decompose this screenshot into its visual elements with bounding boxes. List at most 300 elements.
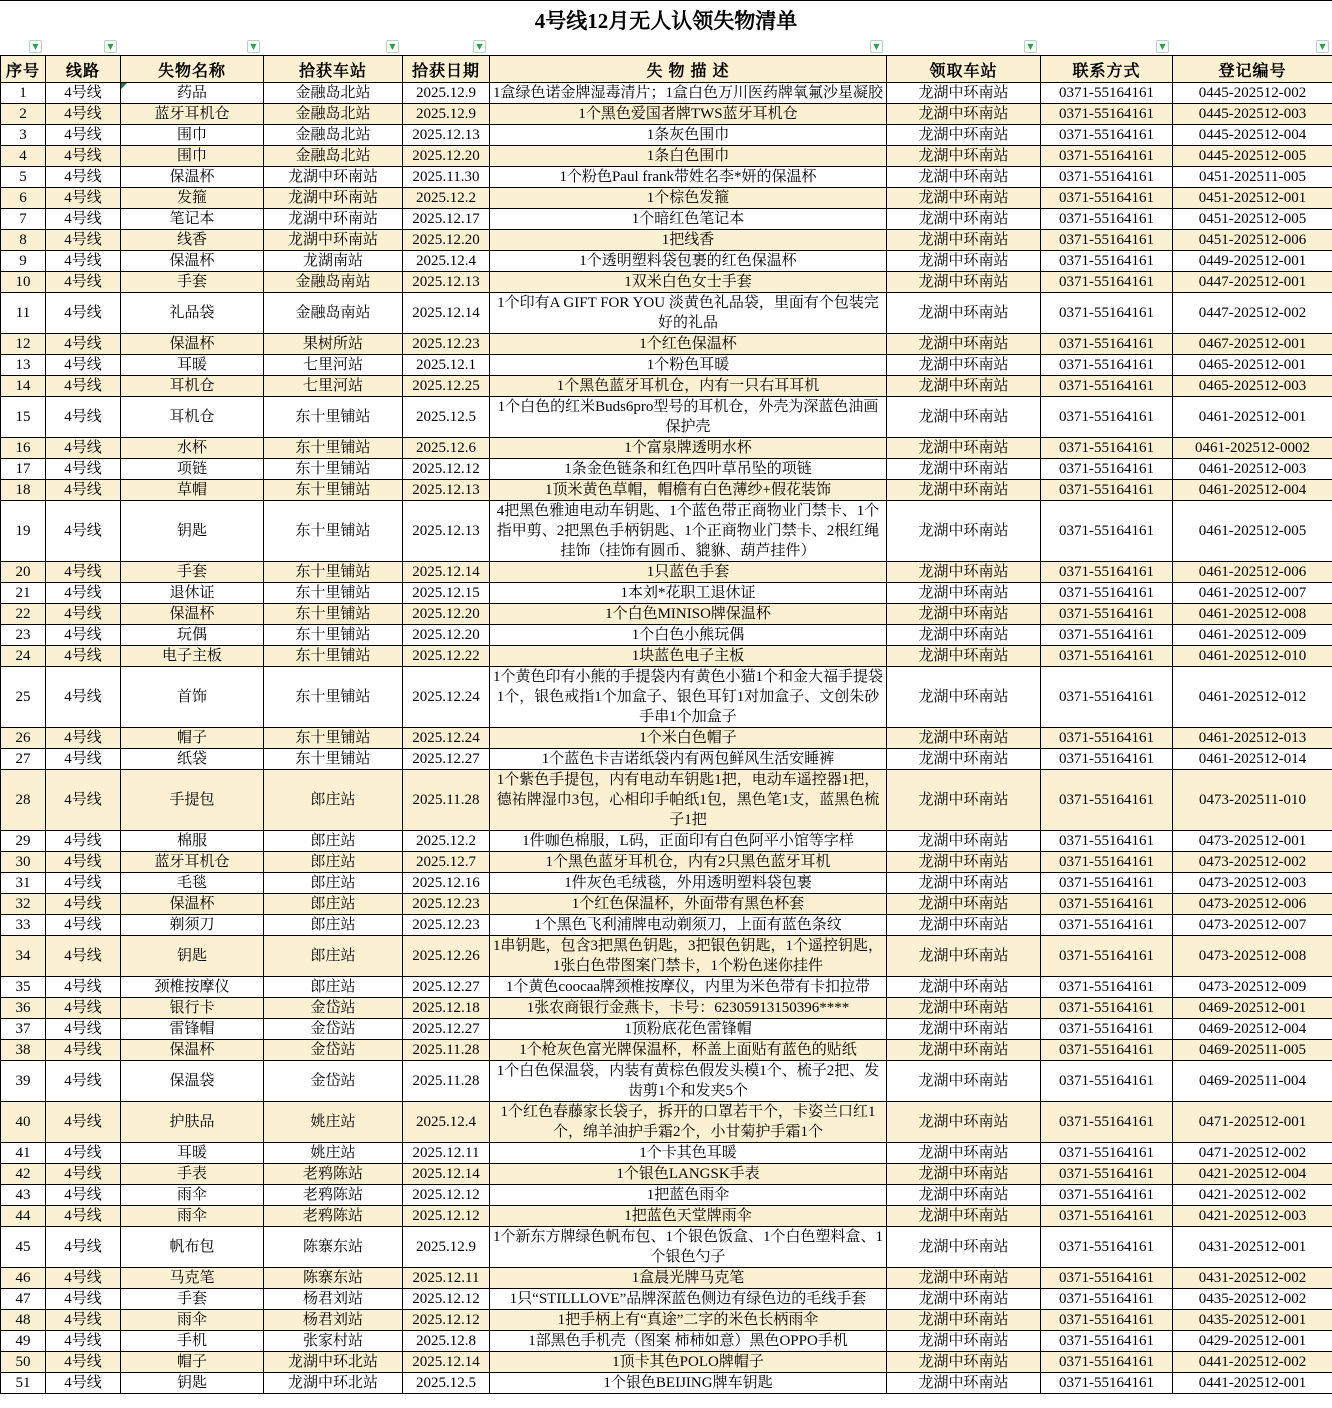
cell-contact[interactable]: 0371-55164161 bbox=[1041, 251, 1173, 272]
cell-registration_no[interactable]: 0445-202512-003 bbox=[1173, 104, 1332, 125]
cell-found_date[interactable]: 2025.12.20 bbox=[403, 604, 490, 625]
cell-index[interactable]: 40 bbox=[1, 1102, 46, 1143]
cell-found_station[interactable]: 郎庄站 bbox=[264, 915, 403, 936]
cell-description[interactable]: 1个新东方牌绿色帆布包、1个银色饭盒、1个白色塑料盒、1个银色勺子 bbox=[490, 1227, 887, 1268]
cell-name[interactable]: 钥匙 bbox=[121, 1373, 264, 1394]
cell-name[interactable]: 玩偶 bbox=[121, 625, 264, 646]
filter-dropdown-icon[interactable]: ▼ bbox=[386, 40, 399, 53]
cell-contact[interactable]: 0371-55164161 bbox=[1041, 1143, 1173, 1164]
cell-line[interactable]: 4号线 bbox=[46, 873, 121, 894]
cell-found_station[interactable]: 果树所站 bbox=[264, 334, 403, 355]
cell-contact[interactable]: 0371-55164161 bbox=[1041, 188, 1173, 209]
cell-claim_station[interactable]: 龙湖中环南站 bbox=[887, 831, 1041, 852]
cell-name[interactable]: 保温杯 bbox=[121, 251, 264, 272]
cell-name[interactable]: 手机 bbox=[121, 1331, 264, 1352]
filter-dropdown-icon[interactable]: ▼ bbox=[104, 40, 117, 53]
cell-index[interactable]: 48 bbox=[1, 1310, 46, 1331]
cell-claim_station[interactable]: 龙湖中环南站 bbox=[887, 1164, 1041, 1185]
cell-description[interactable]: 1个白色的红米Buds6pro型号的耳机仓，外壳为深蓝色油画保护壳 bbox=[490, 397, 887, 438]
cell-index[interactable]: 35 bbox=[1, 977, 46, 998]
cell-registration_no[interactable]: 0461-202512-013 bbox=[1173, 728, 1332, 749]
cell-line[interactable]: 4号线 bbox=[46, 915, 121, 936]
cell-line[interactable]: 4号线 bbox=[46, 355, 121, 376]
cell-contact[interactable]: 0371-55164161 bbox=[1041, 728, 1173, 749]
cell-index[interactable]: 1 bbox=[1, 83, 46, 104]
cell-index[interactable]: 42 bbox=[1, 1164, 46, 1185]
cell-line[interactable]: 4号线 bbox=[46, 894, 121, 915]
cell-claim_station[interactable]: 龙湖中环南站 bbox=[887, 852, 1041, 873]
column-header-name[interactable]: 失物名称 bbox=[121, 56, 264, 83]
filter-dropdown-icon[interactable]: ▼ bbox=[473, 40, 486, 53]
cell-found_date[interactable]: 2025.12.7 bbox=[403, 852, 490, 873]
cell-name[interactable]: 耳机仓 bbox=[121, 376, 264, 397]
cell-index[interactable]: 46 bbox=[1, 1268, 46, 1289]
cell-contact[interactable]: 0371-55164161 bbox=[1041, 501, 1173, 562]
cell-contact[interactable]: 0371-55164161 bbox=[1041, 209, 1173, 230]
cell-claim_station[interactable]: 龙湖中环南站 bbox=[887, 1206, 1041, 1227]
cell-line[interactable]: 4号线 bbox=[46, 1102, 121, 1143]
cell-found_station[interactable]: 金融岛北站 bbox=[264, 83, 403, 104]
cell-registration_no[interactable]: 0435-202512-001 bbox=[1173, 1310, 1332, 1331]
cell-found_station[interactable]: 东十里铺站 bbox=[264, 728, 403, 749]
cell-found_date[interactable]: 2025.12.15 bbox=[403, 583, 490, 604]
cell-line[interactable]: 4号线 bbox=[46, 1289, 121, 1310]
cell-name[interactable]: 保温杯 bbox=[121, 1040, 264, 1061]
cell-name[interactable]: 项链 bbox=[121, 459, 264, 480]
cell-index[interactable]: 49 bbox=[1, 1331, 46, 1352]
cell-registration_no[interactable]: 0431-202512-002 bbox=[1173, 1268, 1332, 1289]
cell-description[interactable]: 1个粉色Paul frank带姓名李*妍的保温杯 bbox=[490, 167, 887, 188]
cell-registration_no[interactable]: 0469-202512-001 bbox=[1173, 998, 1332, 1019]
cell-contact[interactable]: 0371-55164161 bbox=[1041, 770, 1173, 831]
cell-claim_station[interactable]: 龙湖中环南站 bbox=[887, 583, 1041, 604]
cell-description[interactable]: 1块蓝色电子主板 bbox=[490, 646, 887, 667]
cell-claim_station[interactable]: 龙湖中环南站 bbox=[887, 104, 1041, 125]
cell-line[interactable]: 4号线 bbox=[46, 1164, 121, 1185]
cell-name[interactable]: 手套 bbox=[121, 562, 264, 583]
column-header-claim-station[interactable]: 领取车站 bbox=[887, 56, 1041, 83]
column-header-found-date[interactable]: 拾获日期 bbox=[403, 56, 490, 83]
cell-found_station[interactable]: 龙湖南站 bbox=[264, 251, 403, 272]
cell-claim_station[interactable]: 龙湖中环南站 bbox=[887, 1185, 1041, 1206]
cell-description[interactable]: 1条金色链条和红色四叶草吊坠的项链 bbox=[490, 459, 887, 480]
cell-contact[interactable]: 0371-55164161 bbox=[1041, 293, 1173, 334]
cell-claim_station[interactable]: 龙湖中环南站 bbox=[887, 188, 1041, 209]
cell-contact[interactable]: 0371-55164161 bbox=[1041, 167, 1173, 188]
cell-name[interactable]: 发箍 bbox=[121, 188, 264, 209]
cell-registration_no[interactable]: 0461-202512-001 bbox=[1173, 397, 1332, 438]
cell-claim_station[interactable]: 龙湖中环南站 bbox=[887, 1352, 1041, 1373]
cell-found_station[interactable]: 姚庄站 bbox=[264, 1143, 403, 1164]
cell-found_date[interactable]: 2025.12.23 bbox=[403, 894, 490, 915]
cell-registration_no[interactable]: 0473-202512-002 bbox=[1173, 852, 1332, 873]
cell-registration_no[interactable]: 0465-202512-003 bbox=[1173, 376, 1332, 397]
cell-name[interactable]: 雷锋帽 bbox=[121, 1019, 264, 1040]
cell-found_station[interactable]: 东十里铺站 bbox=[264, 625, 403, 646]
cell-found_date[interactable]: 2025.12.27 bbox=[403, 749, 490, 770]
cell-description[interactable]: 1个粉色耳暖 bbox=[490, 355, 887, 376]
cell-found_station[interactable]: 金岱站 bbox=[264, 1061, 403, 1102]
cell-index[interactable]: 27 bbox=[1, 749, 46, 770]
cell-index[interactable]: 10 bbox=[1, 272, 46, 293]
cell-found_station[interactable]: 金岱站 bbox=[264, 1040, 403, 1061]
column-header-registration-no[interactable]: 登记编号 bbox=[1173, 56, 1332, 83]
cell-claim_station[interactable]: 龙湖中环南站 bbox=[887, 83, 1041, 104]
cell-found_station[interactable]: 龙湖中环北站 bbox=[264, 1352, 403, 1373]
cell-index[interactable]: 15 bbox=[1, 397, 46, 438]
cell-name[interactable]: 雨伞 bbox=[121, 1206, 264, 1227]
cell-found_station[interactable]: 东十里铺站 bbox=[264, 438, 403, 459]
cell-claim_station[interactable]: 龙湖中环南站 bbox=[887, 646, 1041, 667]
cell-registration_no[interactable]: 0469-202512-004 bbox=[1173, 1019, 1332, 1040]
cell-description[interactable]: 1个黑色爱国者牌TWS蓝牙耳机仓 bbox=[490, 104, 887, 125]
cell-claim_station[interactable]: 龙湖中环南站 bbox=[887, 667, 1041, 728]
cell-index[interactable]: 16 bbox=[1, 438, 46, 459]
cell-line[interactable]: 4号线 bbox=[46, 167, 121, 188]
cell-found_station[interactable]: 金融岛北站 bbox=[264, 125, 403, 146]
cell-index[interactable]: 6 bbox=[1, 188, 46, 209]
cell-registration_no[interactable]: 0461-202512-009 bbox=[1173, 625, 1332, 646]
cell-name[interactable]: 草帽 bbox=[121, 480, 264, 501]
cell-line[interactable]: 4号线 bbox=[46, 749, 121, 770]
cell-claim_station[interactable]: 龙湖中环南站 bbox=[887, 604, 1041, 625]
cell-index[interactable]: 17 bbox=[1, 459, 46, 480]
cell-line[interactable]: 4号线 bbox=[46, 1268, 121, 1289]
cell-line[interactable]: 4号线 bbox=[46, 188, 121, 209]
cell-index[interactable]: 37 bbox=[1, 1019, 46, 1040]
cell-name[interactable]: 保温袋 bbox=[121, 1061, 264, 1102]
cell-line[interactable]: 4号线 bbox=[46, 459, 121, 480]
cell-line[interactable]: 4号线 bbox=[46, 209, 121, 230]
cell-name[interactable]: 耳暖 bbox=[121, 355, 264, 376]
cell-claim_station[interactable]: 龙湖中环南站 bbox=[887, 1227, 1041, 1268]
cell-description[interactable]: 1串钥匙，包含3把黑色钥匙，3把银色钥匙，1个遥控钥匙，1张白色带图案门禁卡，1个粉色迷你挂件 bbox=[490, 936, 887, 977]
cell-claim_station[interactable]: 龙湖中环南站 bbox=[887, 1373, 1041, 1394]
cell-name[interactable]: 保温杯 bbox=[121, 167, 264, 188]
cell-contact[interactable]: 0371-55164161 bbox=[1041, 936, 1173, 977]
cell-contact[interactable]: 0371-55164161 bbox=[1041, 915, 1173, 936]
cell-claim_station[interactable]: 龙湖中环南站 bbox=[887, 293, 1041, 334]
cell-index[interactable]: 7 bbox=[1, 209, 46, 230]
cell-index[interactable]: 36 bbox=[1, 998, 46, 1019]
cell-registration_no[interactable]: 0441-202512-002 bbox=[1173, 1352, 1332, 1373]
cell-found_date[interactable]: 2025.12.20 bbox=[403, 625, 490, 646]
cell-found_station[interactable]: 郎庄站 bbox=[264, 977, 403, 998]
cell-found_date[interactable]: 2025.12.14 bbox=[403, 293, 490, 334]
cell-registration_no[interactable]: 0445-202512-005 bbox=[1173, 146, 1332, 167]
cell-description[interactable]: 1个白色小熊玩偶 bbox=[490, 625, 887, 646]
cell-found_date[interactable]: 2025.12.12 bbox=[403, 459, 490, 480]
cell-name[interactable]: 马克笔 bbox=[121, 1268, 264, 1289]
cell-found_date[interactable]: 2025.12.20 bbox=[403, 146, 490, 167]
cell-registration_no[interactable]: 0429-202512-001 bbox=[1173, 1331, 1332, 1352]
cell-registration_no[interactable]: 0449-202512-001 bbox=[1173, 251, 1332, 272]
cell-registration_no[interactable]: 0461-202512-005 bbox=[1173, 501, 1332, 562]
cell-claim_station[interactable]: 龙湖中环南站 bbox=[887, 251, 1041, 272]
cell-name[interactable]: 蓝牙耳机仓 bbox=[121, 104, 264, 125]
cell-index[interactable]: 31 bbox=[1, 873, 46, 894]
cell-found_station[interactable]: 龙湖中环南站 bbox=[264, 230, 403, 251]
filter-dropdown-icon[interactable]: ▼ bbox=[247, 40, 260, 53]
cell-found_station[interactable]: 金岱站 bbox=[264, 1019, 403, 1040]
cell-line[interactable]: 4号线 bbox=[46, 1206, 121, 1227]
cell-claim_station[interactable]: 龙湖中环南站 bbox=[887, 397, 1041, 438]
cell-name[interactable]: 雨伞 bbox=[121, 1185, 264, 1206]
cell-description[interactable]: 1个黑色蓝牙耳机仓，内有2只黑色蓝牙耳机 bbox=[490, 852, 887, 873]
cell-found_date[interactable]: 2025.12.27 bbox=[403, 977, 490, 998]
cell-found_station[interactable]: 东十里铺站 bbox=[264, 604, 403, 625]
cell-index[interactable]: 8 bbox=[1, 230, 46, 251]
column-header-line[interactable]: 线路 bbox=[46, 56, 121, 83]
cell-found_station[interactable]: 七里河站 bbox=[264, 355, 403, 376]
cell-line[interactable]: 4号线 bbox=[46, 501, 121, 562]
cell-description[interactable]: 1个印有A GIFT FOR YOU 淡黄色礼品袋，里面有个包装完好的礼品 bbox=[490, 293, 887, 334]
cell-registration_no[interactable]: 0471-202512-002 bbox=[1173, 1143, 1332, 1164]
cell-found_date[interactable]: 2025.12.6 bbox=[403, 438, 490, 459]
cell-found_date[interactable]: 2025.12.2 bbox=[403, 188, 490, 209]
cell-registration_no[interactable]: 0469-202511-004 bbox=[1173, 1061, 1332, 1102]
cell-claim_station[interactable]: 龙湖中环南站 bbox=[887, 438, 1041, 459]
cell-name[interactable]: 电子主板 bbox=[121, 646, 264, 667]
cell-contact[interactable]: 0371-55164161 bbox=[1041, 894, 1173, 915]
cell-contact[interactable]: 0371-55164161 bbox=[1041, 334, 1173, 355]
cell-contact[interactable]: 0371-55164161 bbox=[1041, 852, 1173, 873]
cell-line[interactable]: 4号线 bbox=[46, 852, 121, 873]
cell-line[interactable]: 4号线 bbox=[46, 376, 121, 397]
cell-line[interactable]: 4号线 bbox=[46, 998, 121, 1019]
cell-registration_no[interactable]: 0441-202512-001 bbox=[1173, 1373, 1332, 1394]
cell-claim_station[interactable]: 龙湖中环南站 bbox=[887, 209, 1041, 230]
column-header-description[interactable]: 失 物 描 述 bbox=[490, 56, 887, 83]
cell-contact[interactable]: 0371-55164161 bbox=[1041, 459, 1173, 480]
cell-registration_no[interactable]: 0435-202512-002 bbox=[1173, 1289, 1332, 1310]
cell-description[interactable]: 1把手柄上有“真途”二字的米色长柄雨伞 bbox=[490, 1310, 887, 1331]
cell-index[interactable]: 23 bbox=[1, 625, 46, 646]
cell-name[interactable]: 水杯 bbox=[121, 438, 264, 459]
cell-description[interactable]: 1本刘*花职工退休证 bbox=[490, 583, 887, 604]
cell-registration_no[interactable]: 0461-202512-010 bbox=[1173, 646, 1332, 667]
cell-index[interactable]: 11 bbox=[1, 293, 46, 334]
cell-name[interactable]: 帆布包 bbox=[121, 1227, 264, 1268]
cell-found_station[interactable]: 东十里铺站 bbox=[264, 459, 403, 480]
cell-found_date[interactable]: 2025.12.9 bbox=[403, 83, 490, 104]
cell-line[interactable]: 4号线 bbox=[46, 480, 121, 501]
cell-registration_no[interactable]: 0473-202511-010 bbox=[1173, 770, 1332, 831]
cell-contact[interactable]: 0371-55164161 bbox=[1041, 1289, 1173, 1310]
cell-found_date[interactable]: 2025.12.22 bbox=[403, 646, 490, 667]
cell-found_date[interactable]: 2025.12.14 bbox=[403, 1164, 490, 1185]
cell-registration_no[interactable]: 0461-202512-008 bbox=[1173, 604, 1332, 625]
cell-name[interactable]: 雨伞 bbox=[121, 1310, 264, 1331]
cell-contact[interactable]: 0371-55164161 bbox=[1041, 1310, 1173, 1331]
cell-found_date[interactable]: 2025.12.13 bbox=[403, 272, 490, 293]
cell-name[interactable]: 保温杯 bbox=[121, 604, 264, 625]
column-header-contact[interactable]: 联系方式 bbox=[1041, 56, 1173, 83]
cell-description[interactable]: 4把黑色雅迪电动车钥匙、1个蓝色带正商物业门禁卡、1个指甲剪、2把黑色手柄钥匙、1个正商物业门禁卡、2根红绳挂饰（挂饰有圆币、貔貅、葫芦挂件） bbox=[490, 501, 887, 562]
cell-contact[interactable]: 0371-55164161 bbox=[1041, 1268, 1173, 1289]
cell-index[interactable]: 24 bbox=[1, 646, 46, 667]
column-header-index[interactable]: 序号 bbox=[1, 56, 46, 83]
cell-contact[interactable]: 0371-55164161 bbox=[1041, 146, 1173, 167]
cell-claim_station[interactable]: 龙湖中环南站 bbox=[887, 749, 1041, 770]
cell-line[interactable]: 4号线 bbox=[46, 1310, 121, 1331]
cell-found_date[interactable]: 2025.12.9 bbox=[403, 1227, 490, 1268]
cell-description[interactable]: 1个银色LANGSK手表 bbox=[490, 1164, 887, 1185]
cell-registration_no[interactable]: 0461-202512-006 bbox=[1173, 562, 1332, 583]
cell-index[interactable]: 4 bbox=[1, 146, 46, 167]
cell-claim_station[interactable]: 龙湖中环南站 bbox=[887, 501, 1041, 562]
cell-name[interactable]: 笔记本 bbox=[121, 209, 264, 230]
cell-index[interactable]: 9 bbox=[1, 251, 46, 272]
cell-found_date[interactable]: 2025.12.17 bbox=[403, 209, 490, 230]
cell-found_station[interactable]: 金融岛南站 bbox=[264, 293, 403, 334]
cell-claim_station[interactable]: 龙湖中环南站 bbox=[887, 936, 1041, 977]
cell-description[interactable]: 1个黄色印有小熊的手提袋内有黄色小猫1个和金大福手提袋1个，银色戒指1个加盒子、银色耳钉1对加盒子、文创朱砂手串1个加盒子 bbox=[490, 667, 887, 728]
cell-description[interactable]: 1双米白色女士手套 bbox=[490, 272, 887, 293]
cell-contact[interactable]: 0371-55164161 bbox=[1041, 1185, 1173, 1206]
cell-found_station[interactable]: 郎庄站 bbox=[264, 873, 403, 894]
cell-found_station[interactable]: 东十里铺站 bbox=[264, 583, 403, 604]
cell-name[interactable]: 围巾 bbox=[121, 146, 264, 167]
cell-name[interactable]: 帽子 bbox=[121, 1352, 264, 1373]
cell-name[interactable]: 耳机仓 bbox=[121, 397, 264, 438]
cell-found_station[interactable]: 东十里铺站 bbox=[264, 501, 403, 562]
cell-line[interactable]: 4号线 bbox=[46, 125, 121, 146]
cell-registration_no[interactable]: 0445-202512-002 bbox=[1173, 83, 1332, 104]
cell-index[interactable]: 51 bbox=[1, 1373, 46, 1394]
cell-line[interactable]: 4号线 bbox=[46, 646, 121, 667]
cell-line[interactable]: 4号线 bbox=[46, 1227, 121, 1268]
cell-found_date[interactable]: 2025.12.24 bbox=[403, 728, 490, 749]
cell-registration_no[interactable]: 0461-202512-003 bbox=[1173, 459, 1332, 480]
cell-found_date[interactable]: 2025.12.12 bbox=[403, 1206, 490, 1227]
cell-claim_station[interactable]: 龙湖中环南站 bbox=[887, 1289, 1041, 1310]
cell-found_date[interactable]: 2025.11.28 bbox=[403, 770, 490, 831]
cell-line[interactable]: 4号线 bbox=[46, 251, 121, 272]
cell-found_date[interactable]: 2025.12.23 bbox=[403, 915, 490, 936]
cell-registration_no[interactable]: 0447-202512-002 bbox=[1173, 293, 1332, 334]
cell-found_date[interactable]: 2025.11.30 bbox=[403, 167, 490, 188]
cell-claim_station[interactable]: 龙湖中环南站 bbox=[887, 480, 1041, 501]
cell-line[interactable]: 4号线 bbox=[46, 146, 121, 167]
cell-found_date[interactable]: 2025.12.5 bbox=[403, 397, 490, 438]
cell-description[interactable]: 1顶米黄色草帽，帽檐有白色薄纱+假花装饰 bbox=[490, 480, 887, 501]
cell-index[interactable]: 22 bbox=[1, 604, 46, 625]
cell-name[interactable]: 银行卡 bbox=[121, 998, 264, 1019]
cell-found_station[interactable]: 东十里铺站 bbox=[264, 562, 403, 583]
cell-contact[interactable]: 0371-55164161 bbox=[1041, 646, 1173, 667]
cell-index[interactable]: 33 bbox=[1, 915, 46, 936]
cell-claim_station[interactable]: 龙湖中环南站 bbox=[887, 915, 1041, 936]
cell-claim_station[interactable]: 龙湖中环南站 bbox=[887, 459, 1041, 480]
cell-found_date[interactable]: 2025.12.16 bbox=[403, 873, 490, 894]
cell-index[interactable]: 39 bbox=[1, 1061, 46, 1102]
cell-registration_no[interactable]: 0447-202512-001 bbox=[1173, 272, 1332, 293]
cell-found_station[interactable]: 张家村站 bbox=[264, 1331, 403, 1352]
cell-registration_no[interactable]: 0473-202512-007 bbox=[1173, 915, 1332, 936]
cell-found_date[interactable]: 2025.12.23 bbox=[403, 334, 490, 355]
cell-contact[interactable]: 0371-55164161 bbox=[1041, 1352, 1173, 1373]
cell-description[interactable]: 1盒绿色诺金牌湿毒清片；1盒白色万川医药牌氧氟沙星凝胶 bbox=[490, 83, 887, 104]
cell-registration_no[interactable]: 0473-202512-006 bbox=[1173, 894, 1332, 915]
cell-found_station[interactable]: 老鸦陈站 bbox=[264, 1185, 403, 1206]
cell-found_station[interactable]: 龙湖中环南站 bbox=[264, 209, 403, 230]
cell-name[interactable]: 毛毯 bbox=[121, 873, 264, 894]
cell-description[interactable]: 1个白色MINISO牌保温杯 bbox=[490, 604, 887, 625]
cell-claim_station[interactable]: 龙湖中环南站 bbox=[887, 230, 1041, 251]
column-header-found-station[interactable]: 拾获车站 bbox=[264, 56, 403, 83]
cell-registration_no[interactable]: 0461-202512-004 bbox=[1173, 480, 1332, 501]
cell-contact[interactable]: 0371-55164161 bbox=[1041, 1373, 1173, 1394]
cell-registration_no[interactable]: 0451-202512-001 bbox=[1173, 188, 1332, 209]
cell-claim_station[interactable]: 龙湖中环南站 bbox=[887, 1331, 1041, 1352]
cell-contact[interactable]: 0371-55164161 bbox=[1041, 125, 1173, 146]
cell-registration_no[interactable]: 0473-202512-009 bbox=[1173, 977, 1332, 998]
cell-line[interactable]: 4号线 bbox=[46, 1061, 121, 1102]
cell-claim_station[interactable]: 龙湖中环南站 bbox=[887, 125, 1041, 146]
cell-found_date[interactable]: 2025.11.28 bbox=[403, 1040, 490, 1061]
cell-index[interactable]: 41 bbox=[1, 1143, 46, 1164]
cell-registration_no[interactable]: 0421-202512-004 bbox=[1173, 1164, 1332, 1185]
cell-contact[interactable]: 0371-55164161 bbox=[1041, 583, 1173, 604]
cell-found_date[interactable]: 2025.12.12 bbox=[403, 1289, 490, 1310]
cell-name[interactable]: 保温杯 bbox=[121, 894, 264, 915]
cell-name[interactable]: 护肤品 bbox=[121, 1102, 264, 1143]
cell-found_station[interactable]: 郎庄站 bbox=[264, 852, 403, 873]
cell-found_date[interactable]: 2025.12.5 bbox=[403, 1373, 490, 1394]
cell-index[interactable]: 2 bbox=[1, 104, 46, 125]
cell-description[interactable]: 1个银色BEIJING牌车钥匙 bbox=[490, 1373, 887, 1394]
cell-description[interactable]: 1个红色春藤家长袋子，拆开的口罩若干个，卡姿兰口红1个，绵羊油护手霜2个，小甘菊护手霜1个 bbox=[490, 1102, 887, 1143]
cell-registration_no[interactable]: 0473-202512-001 bbox=[1173, 831, 1332, 852]
cell-registration_no[interactable]: 0461-202512-007 bbox=[1173, 583, 1332, 604]
cell-name[interactable]: 颈椎按摩仪 bbox=[121, 977, 264, 998]
cell-found_date[interactable]: 2025.12.2 bbox=[403, 831, 490, 852]
cell-index[interactable]: 44 bbox=[1, 1206, 46, 1227]
cell-claim_station[interactable]: 龙湖中环南站 bbox=[887, 334, 1041, 355]
cell-found_date[interactable]: 2025.12.13 bbox=[403, 501, 490, 562]
cell-description[interactable]: 1把蓝色天堂牌雨伞 bbox=[490, 1206, 887, 1227]
cell-name[interactable]: 棉服 bbox=[121, 831, 264, 852]
cell-name[interactable]: 钥匙 bbox=[121, 501, 264, 562]
cell-found_date[interactable]: 2025.12.11 bbox=[403, 1143, 490, 1164]
cell-index[interactable]: 47 bbox=[1, 1289, 46, 1310]
cell-line[interactable]: 4号线 bbox=[46, 83, 121, 104]
cell-line[interactable]: 4号线 bbox=[46, 1373, 121, 1394]
cell-description[interactable]: 1个红色保温杯 bbox=[490, 334, 887, 355]
cell-claim_station[interactable]: 龙湖中环南站 bbox=[887, 376, 1041, 397]
cell-found_station[interactable]: 姚庄站 bbox=[264, 1102, 403, 1143]
cell-description[interactable]: 1只蓝色手套 bbox=[490, 562, 887, 583]
cell-contact[interactable]: 0371-55164161 bbox=[1041, 1019, 1173, 1040]
cell-contact[interactable]: 0371-55164161 bbox=[1041, 998, 1173, 1019]
cell-claim_station[interactable]: 龙湖中环南站 bbox=[887, 728, 1041, 749]
cell-contact[interactable]: 0371-55164161 bbox=[1041, 272, 1173, 293]
cell-found_date[interactable]: 2025.12.4 bbox=[403, 1102, 490, 1143]
cell-found_station[interactable]: 郎庄站 bbox=[264, 894, 403, 915]
cell-name[interactable]: 手表 bbox=[121, 1164, 264, 1185]
cell-found_date[interactable]: 2025.12.26 bbox=[403, 936, 490, 977]
cell-description[interactable]: 1个黄色coocaa牌颈椎按摩仪，内里为米色带有卡扣拉带 bbox=[490, 977, 887, 998]
cell-name[interactable]: 手套 bbox=[121, 1289, 264, 1310]
cell-found_station[interactable]: 东十里铺站 bbox=[264, 667, 403, 728]
cell-index[interactable]: 20 bbox=[1, 562, 46, 583]
cell-found_date[interactable]: 2025.12.11 bbox=[403, 1268, 490, 1289]
cell-found_station[interactable]: 杨君刘站 bbox=[264, 1310, 403, 1331]
cell-description[interactable]: 1个白色保温袋，内装有黄棕色假发头模1个、梳子2把、发齿剪1个和发夹5个 bbox=[490, 1061, 887, 1102]
cell-claim_station[interactable]: 龙湖中环南站 bbox=[887, 562, 1041, 583]
cell-found_station[interactable]: 东十里铺站 bbox=[264, 646, 403, 667]
